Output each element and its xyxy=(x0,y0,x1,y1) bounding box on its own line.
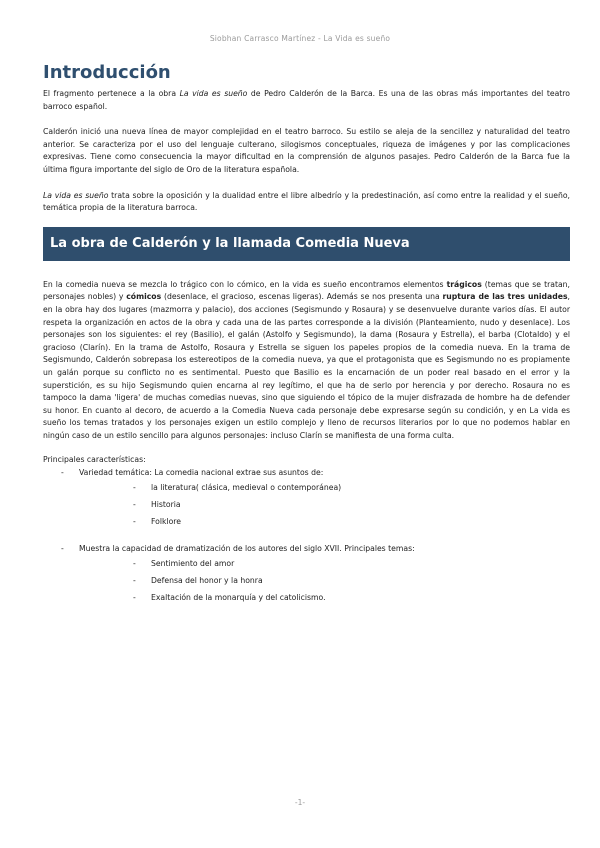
intro-paragraph-2: Calderón inició una nueva línea de mayor complejidad en el teatro barroco. Su estilo se aleja de la sencillez y naturalidad del teatro anterior. Se caracteriza por el uso del lenguaje culterano, silogismos conceptuales, riqueza de imágenes y por las complicaciones expresivas. Tiene como consecuencia la mayor dificultad en la comprensión de algunos pasajes. Pedro Calderón de la Barca fue la última figura importante del siglo de Oro de la literatura española. xyxy=(43,127,570,174)
intro-paragraph-3 xyxy=(43,190,570,215)
list-item xyxy=(43,543,570,604)
sub-item-label: la literatura( clásica, medieval o contemporánea) xyxy=(151,483,342,493)
list-item-label: Muestra la capacidad de dramatización de los autores del siglo XVII. Principales temas: xyxy=(79,544,415,554)
text-run: , en la obra hay dos lugares (mazmorra y palacio), dos acciones (Segismundo y Rosaura) y se desenvuelve durante varios días. El autor respeta la organización en actos de la obra y cada una de las partes corresponde a la división (Planteamiento, nudo y desenlace). Los personajes son los siguientes: el rey (Basilio), el galán (Astolfo y Segismundo), la dama (Rosaura y Estrella), el barba (Clotaldo) y el gracioso (Clarín). En la trama de Astolfo, Rosaura y Estrella se siguen los papeles propios de la comedia nueva. En la trama de Segismundo, Calderón sobrepasa los estereotipos de la comedia nueva, ya que el protagonista que es Segismundo no es propiamente un galán porque su conflicto no es sentimental. Puesto que Basilio es la encarnación de un poder real basado en el error y la superstición, es su hijo Segismundo quien encarna al rey legítimo, el que ha de serlo por herencia y por derecho. Rosaura no es tampoco la dama 'ligera' de muchas comedias nuevas, sino que siguiendo el tópico de la mujer disfrazada de hombre ha de defender su honor. En cuanto al decoro, de acuerdo a la Comedia Nueva cada personaje debe expresarse según su condición, y en La vida es sueño los temas tratados y los personajes exigen un estilo complejo y lleno de recursos literarios por lo que no podemos hablar en ningún caso de un estilo sencillo para algunos personajes: incluso Clarín se manifiesta de una forma culta. xyxy=(43,292,570,440)
bullet-marker: - xyxy=(133,576,136,586)
running-header: Siobhan Carrasco Martínez - La Vida es sueño xyxy=(209,34,391,43)
sub-item-label: Folklore xyxy=(151,517,181,527)
text-run: (temas que se tratan, personajes nobles) y xyxy=(43,279,570,302)
list-spacer xyxy=(43,533,570,543)
page-number: -1- xyxy=(294,798,306,807)
sub-list-item xyxy=(79,499,570,511)
text-run: de Pedro Calderón de la Barca. Es una de las obras más importantes del teatro barroco español. xyxy=(43,89,570,111)
sub-list-item xyxy=(79,516,570,528)
bold-term: cómicos xyxy=(126,292,162,302)
bullet-marker: - xyxy=(133,483,136,493)
sub-item-label: Historia xyxy=(151,500,181,510)
section-banner xyxy=(43,227,570,261)
work-title-italic: La vida es sueño xyxy=(43,190,109,200)
sub-item-label: Sentimiento del amor xyxy=(151,559,235,569)
intro-heading: Introducción xyxy=(43,62,171,83)
bullet-marker: - xyxy=(133,559,136,569)
sub-list-item xyxy=(79,592,570,604)
section-paragraph xyxy=(43,279,570,443)
text-run: (desenlace, el gracioso, escenas ligeras). Además se nos presenta una xyxy=(161,292,443,302)
text-run: El fragmento pertenece a la obra xyxy=(43,89,180,98)
section-heading: La obra de Calderón y la llamada Comedia Nueva xyxy=(50,236,410,252)
features-list xyxy=(43,467,570,604)
features-title: Principales características: xyxy=(43,455,146,465)
text-run: En la comedia nueva se mezcla lo trágico con lo cómico, en la vida es sueño encontramos elementos xyxy=(43,279,447,289)
list-item xyxy=(43,467,570,528)
bullet-marker: - xyxy=(133,517,136,527)
sub-item-label: Defensa del honor y la honra xyxy=(151,576,263,586)
bullet-marker: - xyxy=(133,593,136,603)
list-item-label: Variedad temática: La comedia nacional extrae sus asuntos de: xyxy=(79,468,324,478)
sub-list xyxy=(79,558,570,604)
sub-list-item xyxy=(79,575,570,587)
dash-marker: - xyxy=(61,468,64,478)
bold-term: trágicos xyxy=(446,279,482,289)
text-run: trata sobre la oposición y la dualidad entre el libre albedrío y la predestinación, así como entre la realidad y el sueño, temática propia de la literatura barroca. xyxy=(43,190,570,213)
page-content xyxy=(43,62,570,609)
dash-marker: - xyxy=(61,544,64,554)
sub-item-label: Exaltación de la monarquía y del catolicismo. xyxy=(151,593,326,603)
sub-list xyxy=(79,482,570,528)
sub-list-item xyxy=(79,558,570,570)
sub-list-item xyxy=(79,482,570,494)
intro-paragraph-1 xyxy=(43,88,570,113)
bold-term: ruptura de las tres unidades xyxy=(442,292,568,302)
bullet-marker: - xyxy=(133,500,136,510)
work-title-italic: La vida es sueño xyxy=(179,89,248,98)
